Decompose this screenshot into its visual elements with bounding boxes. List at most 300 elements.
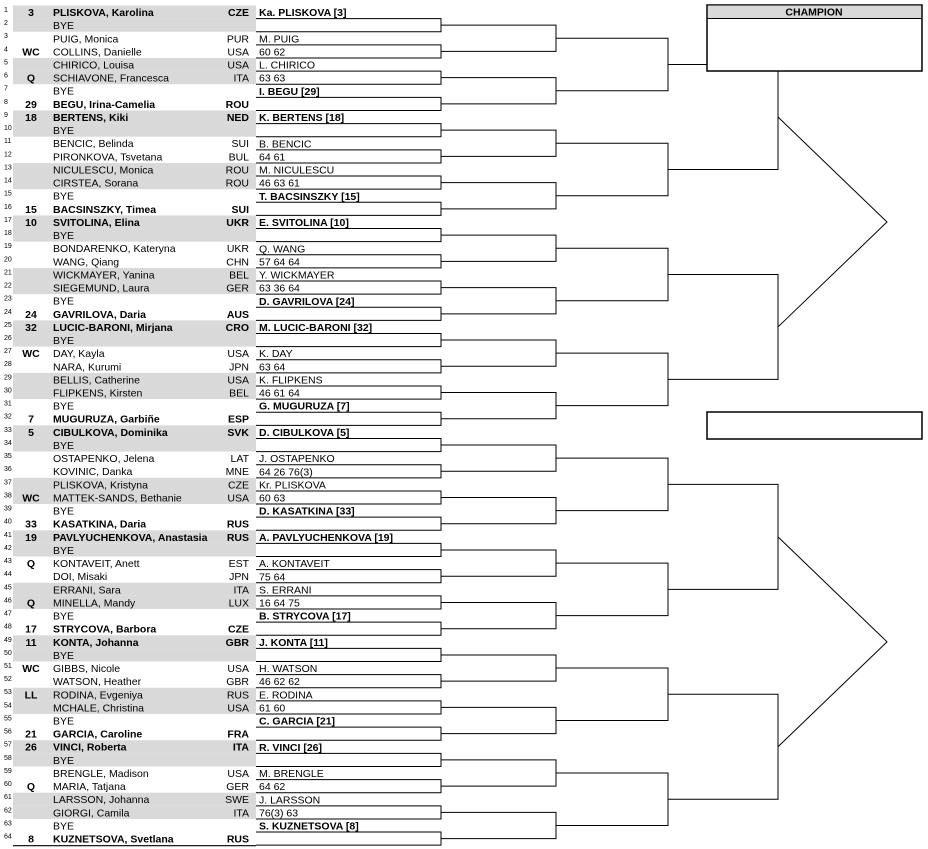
r3-bracket <box>556 38 668 90</box>
r2-winner: G. MUGURUZA [7] <box>259 400 350 413</box>
draw-position: 2 <box>4 20 8 28</box>
player-country: BEL <box>229 269 249 282</box>
r2-bracket <box>441 550 556 576</box>
player-country: NED <box>226 111 249 124</box>
r2-score: 63 36 64 <box>259 282 300 295</box>
player-country: ROU <box>225 164 249 177</box>
r1-bracket <box>256 124 441 137</box>
player-name: PAVLYUCHENKOVA, Anastasia <box>53 531 208 544</box>
player-country: ROU <box>225 177 249 190</box>
r2-bracket <box>441 340 556 366</box>
player-name: WANG, Qiang <box>53 256 120 269</box>
player-country: GBR <box>225 636 249 649</box>
r2-winner: J. LARSSON <box>259 794 321 807</box>
row-shade <box>13 648 256 661</box>
seed-label: 17 <box>25 623 37 636</box>
r2-match <box>259 374 323 399</box>
draw-position: 6 <box>4 72 8 80</box>
draw-position: 1 <box>4 7 8 14</box>
r2-match <box>259 821 359 833</box>
r2-score: 75 64 <box>259 571 286 584</box>
semifinal-bottom-bracket <box>778 537 887 747</box>
player-country: FRA <box>227 728 249 741</box>
player-country: JPN <box>229 571 249 584</box>
draw-position: 64 <box>4 833 12 841</box>
seed-label: 7 <box>28 413 34 426</box>
draw-entry <box>4 453 250 465</box>
draw-position: 25 <box>4 321 12 329</box>
draw-position: 44 <box>4 571 12 579</box>
r2-winner: S. KUZNETSOVA [8] <box>259 820 359 833</box>
draw-entry <box>4 243 249 255</box>
draw-position: 37 <box>4 479 12 487</box>
draw-entry <box>4 361 249 373</box>
r2-winner: L. CHIRICO <box>259 59 316 72</box>
r2-match <box>259 401 350 413</box>
player-country: BEL <box>229 387 249 400</box>
player-country: CRO <box>225 321 249 334</box>
draw-position: 10 <box>4 125 12 133</box>
draw-position: 31 <box>4 400 12 408</box>
player-name: BYE <box>53 230 75 243</box>
row-shade <box>13 543 256 556</box>
seed-label: 33 <box>25 518 37 531</box>
draw-entry <box>4 138 249 150</box>
r2-score: 64 61 <box>259 151 286 164</box>
r2-winner: D. KASATKINA [33] <box>259 505 355 518</box>
player-name: SIEGEMUND, Laura <box>53 282 150 295</box>
player-country: GER <box>226 781 249 794</box>
player-name: CIRSTEA, Sorana <box>53 177 139 190</box>
player-name: BYE <box>53 190 75 203</box>
r2-score: 16 64 75 <box>259 597 300 610</box>
r1-bracket <box>256 412 441 425</box>
draw-position: 24 <box>4 308 12 316</box>
player-name: BELLIS, Catherine <box>53 374 140 387</box>
draw-entry <box>4 256 249 268</box>
r2-score: 57 64 64 <box>259 256 300 269</box>
player-country: SWE <box>225 794 249 807</box>
draw-position: 53 <box>4 689 12 697</box>
r2-match <box>259 270 335 295</box>
r2-winner: K. BERTENS [18] <box>259 112 345 125</box>
r3-bracket <box>556 563 668 615</box>
r2-bracket <box>441 707 556 733</box>
draw-position: 48 <box>4 623 12 631</box>
player-country: ITA <box>233 807 249 820</box>
r1-bracket <box>256 753 441 766</box>
draw-position: 46 <box>4 597 12 605</box>
player-name: MATTEK-SANDS, Bethanie <box>53 492 182 505</box>
draw-position: 22 <box>4 282 12 290</box>
draw-entry <box>4 33 249 45</box>
player-name: CHIRICO, Louisa <box>53 59 135 72</box>
player-name: LUCIC-BARONI, Mirjana <box>53 321 173 334</box>
draw-position: 38 <box>4 492 12 500</box>
draw-position: 19 <box>4 243 12 251</box>
player-country: CZE <box>228 479 249 492</box>
player-name: STRYCOVA, Barbora <box>53 623 157 636</box>
second-round-entries <box>259 7 393 832</box>
player-name: PIRONKOVA, Tsvetana <box>53 151 163 164</box>
player-name: RODINA, Evgeniya <box>53 689 143 702</box>
draw-position: 61 <box>4 794 12 802</box>
draw-position: 50 <box>4 649 12 657</box>
row-shade <box>13 124 256 137</box>
player-country: SVK <box>227 426 249 439</box>
player-name: BEGU, Irina-Camelia <box>53 98 156 111</box>
champion-box <box>707 5 922 71</box>
r2-winner: Kr. PLISKOVA <box>259 479 326 492</box>
draw-position: 4 <box>4 46 8 54</box>
row-shade <box>13 19 256 32</box>
player-name: MCHALE, Christina <box>53 702 145 715</box>
player-name: OSTAPENKO, Jelena <box>53 453 155 466</box>
r2-winner: A. PAVLYUCHENKOVA [19] <box>259 531 393 544</box>
player-country: CHN <box>226 256 249 269</box>
r2-score: 63 63 <box>259 72 286 85</box>
draw-entry <box>4 663 249 675</box>
r2-match <box>259 243 305 268</box>
draw-position: 62 <box>4 807 12 815</box>
seed-label: Q <box>26 72 36 85</box>
row-shade <box>13 740 256 753</box>
r2-winner: E. SVITOLINA [10] <box>259 217 349 230</box>
player-name: KONTA, Johanna <box>53 636 139 649</box>
player-country: ITA <box>233 584 249 597</box>
r2-bracket <box>441 760 556 786</box>
player-name: BYE <box>53 505 75 518</box>
player-name: BYE <box>53 400 75 413</box>
player-country: USA <box>227 663 249 676</box>
player-name: NARA, Kurumi <box>53 361 122 374</box>
player-name: BYE <box>53 649 75 662</box>
r1-bracket <box>256 307 441 320</box>
r2-bracket <box>441 183 556 209</box>
draw-entry <box>4 715 74 727</box>
draw-position: 49 <box>4 636 12 644</box>
r2-winner: Q. WANG <box>259 243 306 256</box>
champion-label: CHAMPION <box>785 6 843 19</box>
player-name: GIORGI, Camila <box>53 807 130 820</box>
r2-winner: T. BACSINSZKY [15] <box>259 190 360 203</box>
finalist-box <box>707 412 922 439</box>
r3-bracket <box>556 353 668 405</box>
draw-position: 54 <box>4 702 12 710</box>
player-country: ESP <box>227 413 249 426</box>
player-country: GER <box>226 282 249 295</box>
player-name: BERTENS, Kiki <box>53 111 129 124</box>
player-country: RUS <box>226 689 249 702</box>
draw-position: 39 <box>4 505 12 513</box>
draw-position: 51 <box>4 663 12 670</box>
r2-match <box>259 7 347 19</box>
r2-match <box>259 138 312 163</box>
player-name: KASATKINA, Daria <box>53 518 147 531</box>
draw-position: 13 <box>4 164 12 172</box>
r2-match <box>259 479 326 504</box>
draw-position: 9 <box>4 111 8 119</box>
player-country: ITA <box>233 72 249 85</box>
r2-bracket <box>441 445 556 471</box>
r2-match <box>259 217 349 229</box>
player-name: BYE <box>53 125 75 138</box>
r1-bracket <box>256 832 441 845</box>
player-country: AUS <box>226 308 249 321</box>
player-country: RUS <box>226 833 249 846</box>
draw-position: 27 <box>4 348 12 356</box>
player-country: ROU <box>225 98 249 111</box>
r2-winner: D. GAVRILOVA [24] <box>259 295 355 308</box>
player-name: FLIPKENS, Kirsten <box>53 387 143 400</box>
player-country: UKR <box>226 243 249 256</box>
r2-winner: Y. WICKMAYER <box>259 269 335 282</box>
draw-position: 52 <box>4 676 12 684</box>
draw-position: 21 <box>4 269 12 277</box>
r2-winner: B. BENCIC <box>259 138 312 151</box>
seed-label: 21 <box>25 728 37 741</box>
r2-winner: B. STRYCOVA [17] <box>259 610 351 623</box>
player-country: UKR <box>226 216 249 229</box>
player-name: BYE <box>53 610 75 623</box>
draw-position: 60 <box>4 781 12 789</box>
draw-position: 20 <box>4 256 12 264</box>
row-shade <box>13 334 256 347</box>
r4-bracket <box>668 484 778 589</box>
r2-bracket <box>441 602 556 628</box>
player-name: MUGURUZA, Garbiñe <box>53 413 160 426</box>
draw-position: 47 <box>4 610 12 618</box>
draw-position: 35 <box>4 453 12 461</box>
seed-label: Q <box>26 558 36 571</box>
player-name: BYE <box>53 85 75 98</box>
r2-match <box>259 453 335 478</box>
draw-position: 33 <box>4 426 12 434</box>
player-country: RUS <box>226 531 249 544</box>
r2-bracket <box>441 78 556 104</box>
r2-match <box>259 742 322 754</box>
r1-bracket <box>256 334 441 347</box>
r2-match <box>259 663 317 688</box>
player-country: CZE <box>228 7 249 20</box>
r2-winner: I. BEGU [29] <box>259 85 320 98</box>
seed-label: WC <box>22 492 40 505</box>
player-country: JPN <box>229 361 249 374</box>
player-name: BYE <box>53 439 75 452</box>
seed-label: LL <box>24 689 38 702</box>
draw-entry <box>4 99 249 111</box>
draw-entry <box>4 571 249 583</box>
draw-entry <box>4 558 250 570</box>
r2-score: 64 62 <box>259 781 286 794</box>
player-name: WATSON, Heather <box>53 676 142 689</box>
r2-score: 46 63 61 <box>259 177 300 190</box>
draw-position: 16 <box>4 203 12 211</box>
player-name: BYE <box>53 544 75 557</box>
seed-label: WC <box>22 46 40 59</box>
draw-entry <box>4 401 74 413</box>
r2-winner: S. ERRANI <box>259 584 312 597</box>
draw-entry <box>4 191 74 203</box>
r1-bracket <box>256 543 441 556</box>
player-country: RUS <box>226 518 249 531</box>
player-country: USA <box>227 348 249 361</box>
player-country: ITA <box>232 741 249 754</box>
seed-label: 29 <box>25 98 37 111</box>
draw-position: 63 <box>4 820 12 828</box>
player-country: USA <box>227 374 249 387</box>
r2-bracket <box>441 25 556 51</box>
draw-entry <box>4 296 74 308</box>
r2-match <box>259 506 355 518</box>
draw-position: 7 <box>4 85 8 93</box>
player-name: KONTAVEIT, Anett <box>53 558 140 571</box>
player-name: PLISKOVA, Kristyna <box>53 479 148 492</box>
player-name: BENCIC, Belinda <box>53 138 134 151</box>
draw-position: 43 <box>4 558 12 566</box>
seed-label: 5 <box>28 426 34 439</box>
draw-position: 5 <box>4 59 8 67</box>
r2-winner: J. OSTAPENKO <box>259 453 335 466</box>
r2-match <box>259 322 372 334</box>
r2-match <box>259 611 351 623</box>
r2-score: 60 62 <box>259 46 286 59</box>
r2-winner: E. RODINA <box>259 689 313 702</box>
row-shade <box>13 806 256 819</box>
r2-match <box>259 584 312 609</box>
r4-bracket <box>668 65 778 170</box>
r3-bracket <box>556 458 668 510</box>
r2-match <box>259 112 344 124</box>
r2-winner: M. PUIG <box>259 33 300 46</box>
draw-entry <box>4 86 74 98</box>
player-name: DOI, Misaki <box>53 571 108 584</box>
draw-entry <box>4 151 249 163</box>
draw-entry <box>4 781 249 793</box>
player-name: BYE <box>53 20 75 33</box>
player-country: EST <box>228 558 249 571</box>
draw-position: 45 <box>4 584 12 592</box>
draw-position: 3 <box>4 33 8 41</box>
r2-match <box>259 165 334 190</box>
player-name: BACSINSZKY, Timea <box>53 203 157 216</box>
draw-position: 30 <box>4 387 12 395</box>
player-name: BRENGLE, Madison <box>53 767 149 780</box>
r2-bracket <box>441 812 556 838</box>
r2-winner: A. KONTAVEIT <box>259 558 330 571</box>
draw-position: 34 <box>4 439 12 447</box>
r2-score: 60 63 <box>259 492 286 505</box>
r3-bracket <box>556 248 668 300</box>
seed-label: 18 <box>25 111 37 124</box>
draw-position: 29 <box>4 374 12 382</box>
draw-position: 56 <box>4 728 12 736</box>
r4-bracket <box>668 694 778 799</box>
seed-label: 24 <box>25 308 37 321</box>
r2-bracket <box>441 288 556 314</box>
player-name: ERRANI, Sara <box>53 584 121 597</box>
draw-entry <box>4 204 249 216</box>
r2-match <box>259 296 354 308</box>
draw-position: 17 <box>4 216 12 224</box>
r2-match <box>259 86 320 98</box>
r2-bracket <box>441 498 556 524</box>
r2-winner: M. NICULESCU <box>259 164 335 177</box>
player-name: DAY, Kayla <box>53 348 105 361</box>
r2-winner: Ka. PLISKOVA [3] <box>259 7 347 20</box>
r1-bracket <box>256 97 441 110</box>
r2-match <box>259 558 330 583</box>
r2-score: 46 61 64 <box>259 387 300 400</box>
r2-bracket <box>441 393 556 419</box>
r2-winner: K. DAY <box>259 348 293 361</box>
semifinal-top-bracket <box>778 117 887 327</box>
r2-winner: K. FLIPKENS <box>259 374 323 387</box>
r2-winner: J. KONTA [11] <box>259 636 328 649</box>
r2-winner: M. LUCIC-BARONI [32] <box>259 322 373 334</box>
r2-match <box>259 689 313 714</box>
draw-position: 42 <box>4 544 12 552</box>
draw-position: 11 <box>4 138 12 146</box>
draw-position: 57 <box>4 741 12 749</box>
draw-entry <box>4 506 74 518</box>
r2-match <box>259 768 324 793</box>
draw-position: 14 <box>4 177 12 185</box>
r2-score: 63 64 <box>259 361 286 374</box>
seed-label: Q <box>26 597 36 610</box>
player-country: MNE <box>225 466 249 479</box>
player-country: LAT <box>230 453 249 466</box>
r2-winner: C. GARCIA [21] <box>259 715 336 728</box>
r3-bracket <box>556 668 668 720</box>
player-country: USA <box>227 767 249 780</box>
row-shade <box>13 753 256 766</box>
row-shade <box>13 229 256 242</box>
player-name: LARSSON, Johanna <box>53 794 150 807</box>
r3-bracket <box>556 143 668 195</box>
player-name: BYE <box>53 820 75 833</box>
r1-bracket <box>256 648 441 661</box>
seed-label: 19 <box>25 531 37 544</box>
r3-bracket <box>556 773 668 825</box>
seed-label: 26 <box>25 741 37 754</box>
player-name: PLISKOVA, Karolina <box>53 7 154 20</box>
r1-bracket <box>256 19 441 32</box>
r2-bracket <box>441 655 556 681</box>
player-country: PUR <box>226 33 249 46</box>
r2-match <box>259 60 315 85</box>
r2-match <box>259 191 360 203</box>
r2-score: 46 62 62 <box>259 676 300 689</box>
r2-score: 61 60 <box>259 702 286 715</box>
r2-match <box>259 716 335 728</box>
player-name: KUZNETSOVA, Svetlana <box>53 833 174 846</box>
player-name: VINCI, Roberta <box>53 741 127 754</box>
draw-position: 36 <box>4 466 12 474</box>
r1-bracket <box>256 727 441 740</box>
player-country: USA <box>227 46 249 59</box>
player-name: BYE <box>53 715 75 728</box>
player-name: CIBULKOVA, Dominika <box>53 426 168 439</box>
seed-label: 8 <box>28 833 34 846</box>
draw-entry <box>4 46 249 58</box>
draw-position: 28 <box>4 361 12 369</box>
player-country: USA <box>227 59 249 72</box>
r2-bracket <box>441 130 556 156</box>
r2-score: 76(3) 63 <box>259 807 299 820</box>
seed-label: 11 <box>25 636 37 649</box>
r2-match <box>259 637 328 649</box>
